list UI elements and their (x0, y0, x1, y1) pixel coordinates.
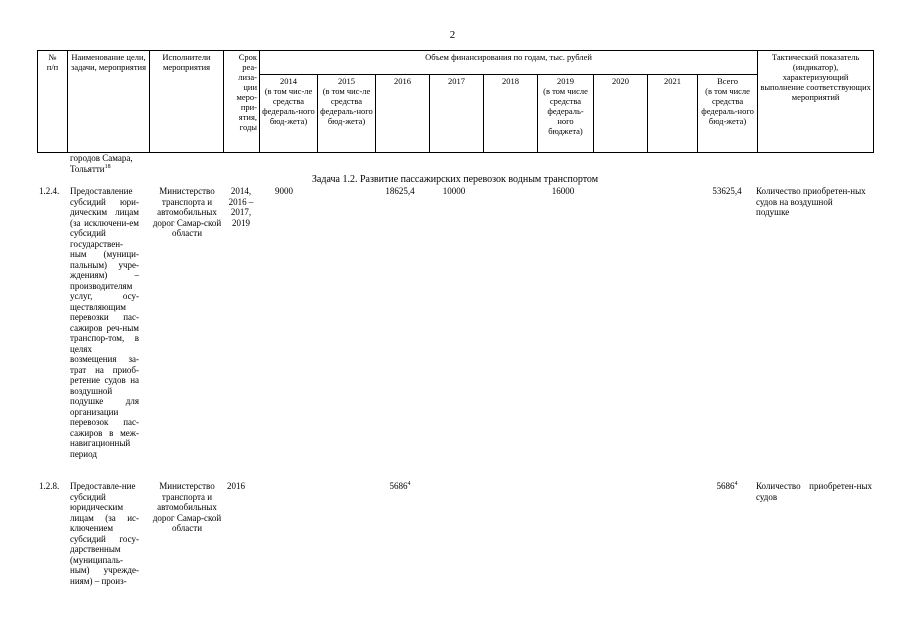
header-name: Наименование цели, задачи, мероприятия (68, 51, 150, 153)
header-executors: Исполнители мероприятия (150, 51, 224, 153)
row-indicator: Количество приобретен-ных судов (756, 481, 872, 502)
row-indicator: Количество приобретен-ных судов на воздушной подушке (756, 186, 866, 217)
header-year-2019: 2019 (в том числе средства федераль-ного бюджета) (538, 75, 594, 153)
row-2014: 9000 (275, 186, 293, 196)
row-2016: 18625,4 (385, 186, 415, 196)
header-year-2015: 2015 (в том чис-ле средства федераль-ного бюд-жета) (318, 75, 376, 153)
carry-over-text: городов Самара, Тольятти$^{18}$ (70, 153, 133, 174)
row-term: 2016 (227, 481, 245, 491)
header-year-2021: 2021 (648, 75, 698, 153)
header-term: Срок реа-лиза-ции меро-при-ятия, годы (224, 51, 260, 153)
header-total: Всего (в том числе средства федераль-ного бюд-жета) (698, 75, 758, 153)
row-2017: 10000 (442, 186, 466, 196)
header-table (37, 50, 874, 153)
row-2016: 5686$^4$ (389, 481, 411, 491)
row-total: 53625,4 (712, 186, 742, 196)
header-num: № п/п (38, 51, 68, 153)
header-indicator: Тактический показатель (индикатор), характеризующий выполнение соответствующих мероприятий (758, 51, 874, 153)
row-total: 5686$^4$ (716, 481, 738, 491)
row-term: 2014, 2016 – 2017, 2019 (228, 186, 254, 228)
header-year-2014: 2014 (в том чис-ле средства федераль-ного бюд-жета) (260, 75, 318, 153)
row-name: Предоставле-ние субсидий юридическим лицам (за ис-ключением субсидий госу-дарственным (муниципаль-ным) учрежде-ниям) – произ- (70, 481, 139, 586)
row-executor: Министерство транспорта и автомобильных дорог Самар-ской области (152, 481, 222, 533)
header-financing: Объем финансирования по годам, тыс. рублей (260, 51, 758, 75)
page-number: 2 (449, 29, 456, 41)
row-num: 1.2.4. (39, 186, 60, 196)
header-year-2018: 2018 (484, 75, 538, 153)
task-title: Задача 1.2. Развитие пассажирских перевозок водным транспортом (311, 174, 599, 185)
row-num: 1.2.8. (39, 481, 60, 491)
header-year-2016: 2016 (376, 75, 430, 153)
header-year-2020: 2020 (594, 75, 648, 153)
row-name: Предоставление субсидий юри-дическим лицам (за исключени-ем субсидий государствен-ным (муници-пальным) учре-ждениям) – производителям услуг, осу-ществляющим перевозки пас-сажиров реч-ным транспор-том, в целях возмещения за-трат на приоб-ретение судов на воздушной подушке для организации перевозок пас-сажиров в меж-навигационный период (70, 186, 139, 459)
row-2019: 16000 (551, 186, 575, 196)
row-executor: Министерство транспорта и автомобильных дорог Самар-ской области (152, 186, 222, 238)
header-year-2017: 2017 (430, 75, 484, 153)
